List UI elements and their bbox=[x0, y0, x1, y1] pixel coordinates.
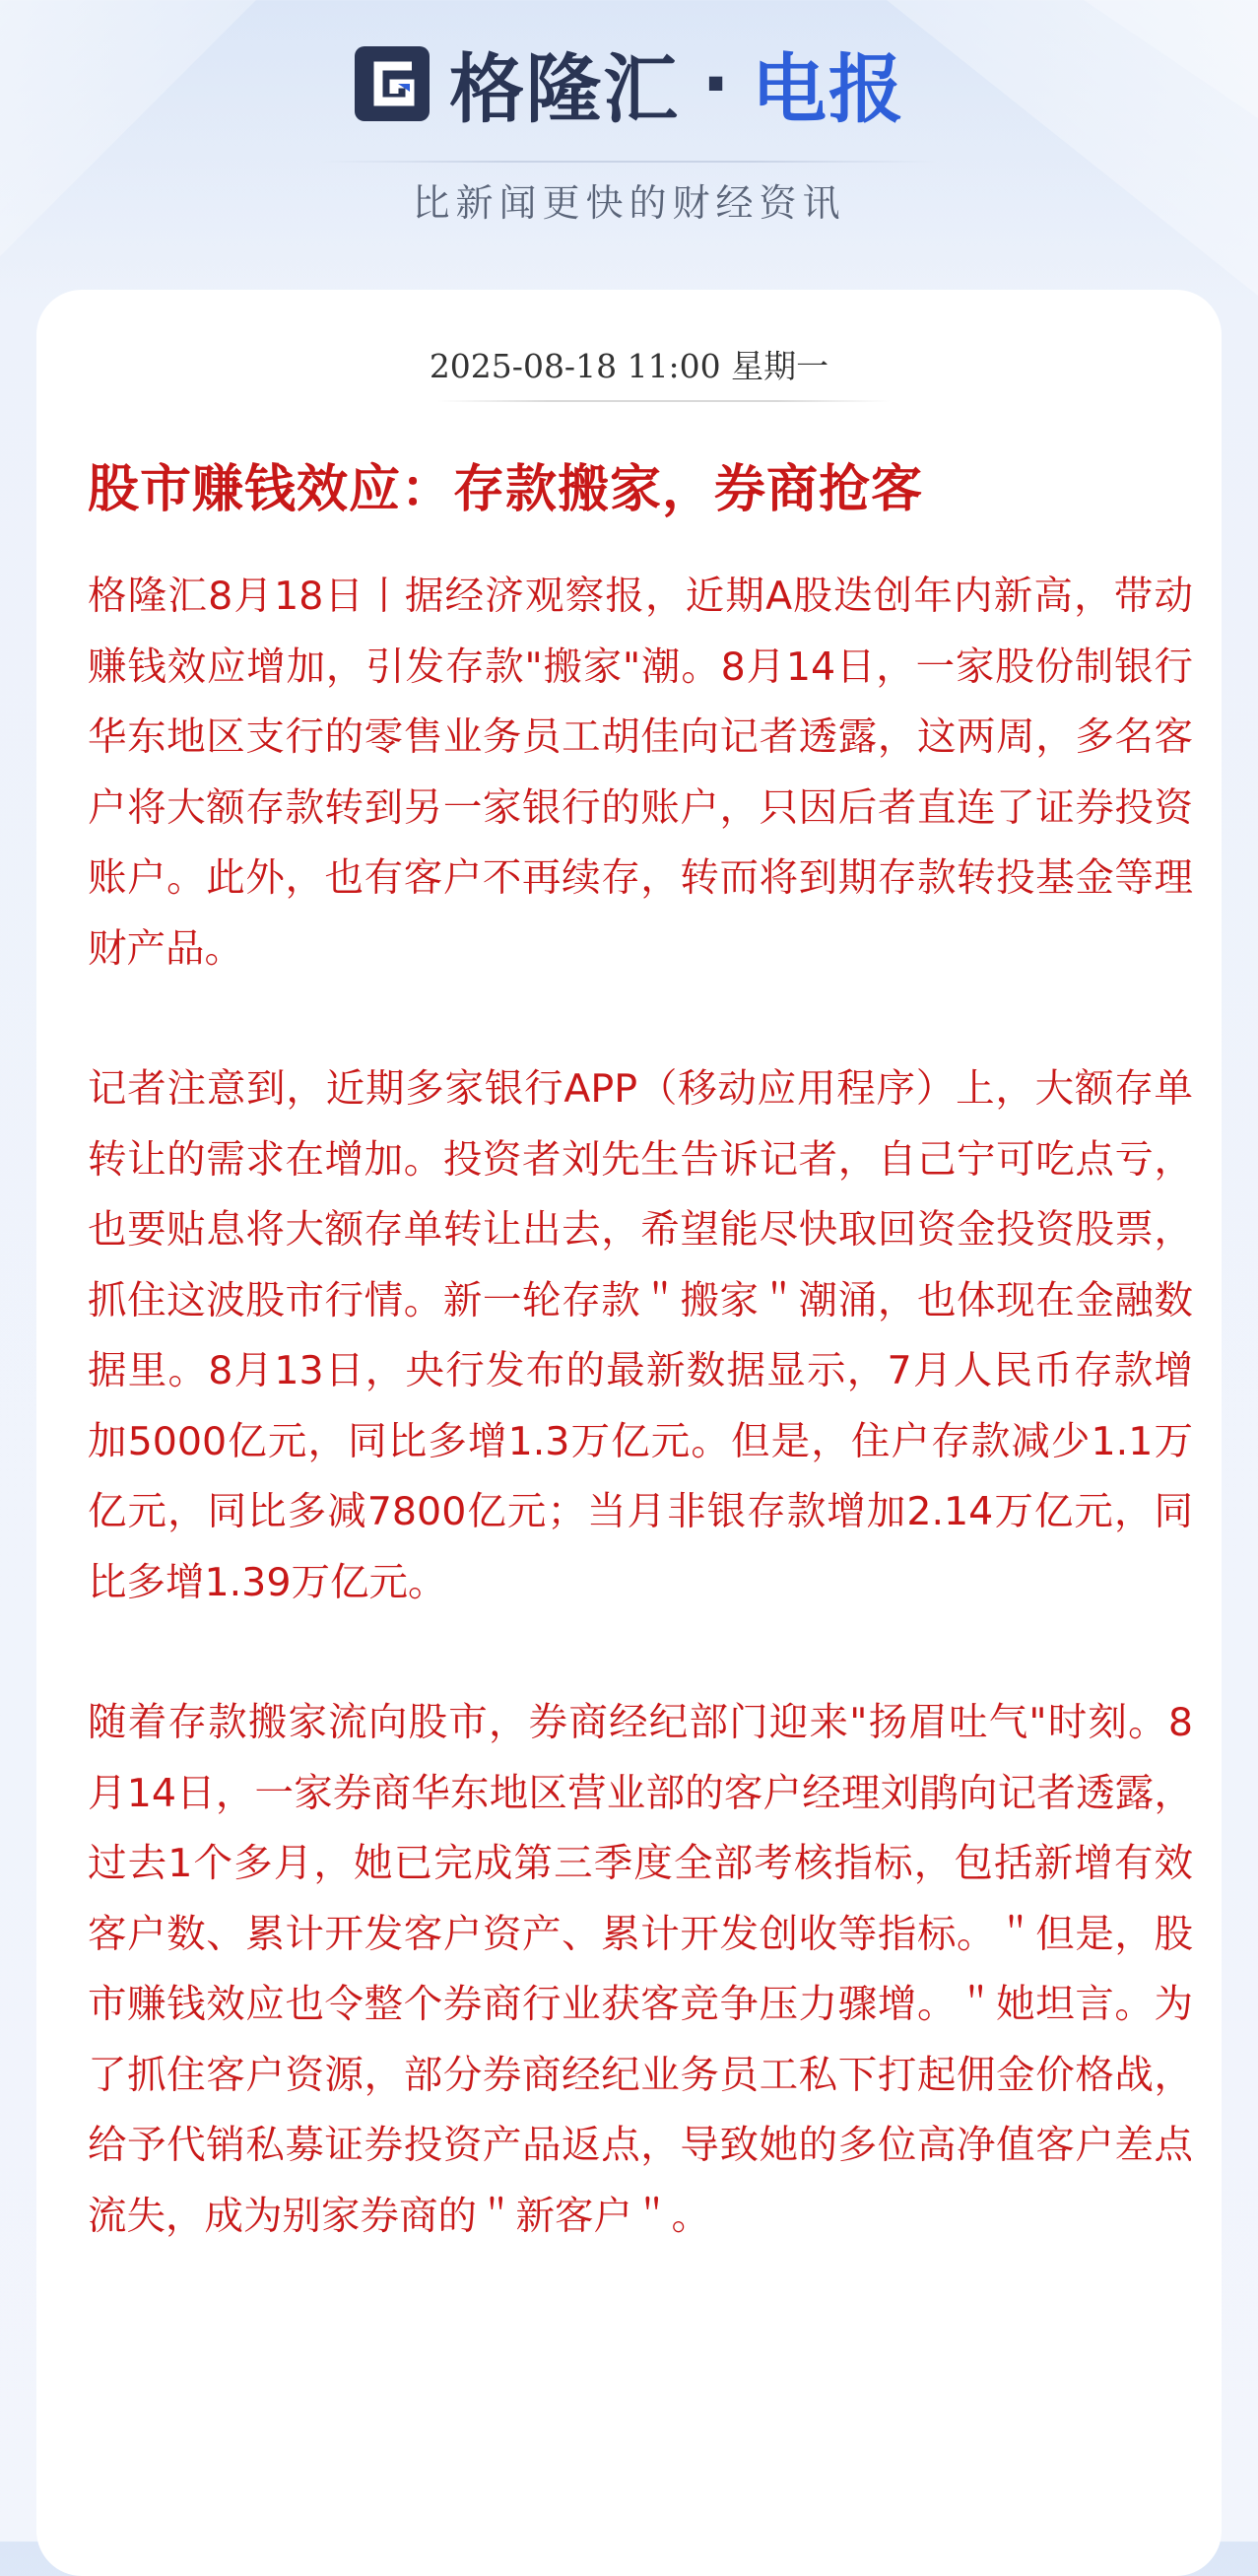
article-paragraph-1: 格隆汇8月18日丨据经济观察报，近期A股迭创年内新高，带动赚钱效应增加，引发存款"搬家"潮。8月14日，一家股份制银行华东地区支行的零售业务员工胡佳向记者透露，这两周，多名客户将大额存款转到另一家银行的账户，只因后者直连了证券投资账户。此外，也有客户不再续存，转而将到期存款转投基金等理财产品。 bbox=[88, 574, 1193, 972]
article-title: 股市赚钱效应：存款搬家，券商抢客 bbox=[88, 459, 924, 519]
article-datetime: 2025-08-18 11:00 星期一 bbox=[429, 347, 829, 385]
page-header bbox=[0, 0, 1258, 286]
slogan: 比新闻更快的财经资讯 bbox=[412, 181, 846, 225]
brand bbox=[0, 30, 1258, 137]
article-paragraph-3: 随着存款搬家流向股市，券商经纪部门迎来"扬眉吐气"时刻。8月14日，一家券商华东地区营业部的客户经理刘鹃向记者透露，过去1个多月，她已完成第三季度全部考核指标，包括新增有效客户数、累计开发客户资产、累计开发创收等指标。＂但是，股市赚钱效应也令整个券商行业获客竞争压力骤增。＂她坦言。为了抓住客户资源，部分券商经纪业务员工私下打起佣金价格战，给予代销私募证券投资产品返点，导致她的多位高净值客户差点流失，成为别家券商的＂新客户＂。 bbox=[88, 1700, 1193, 2239]
article-paragraph-2: 记者注意到，近期多家银行APP（移动应用程序）上，大额存单转让的需求在增加。投资者刘先生告诉记者，自己宁可吃点亏，也要贴息将大额存单转让出去，希望能尽快取回资金投资股票，抓住这波股市行情。新一轮存款＂搬家＂潮涌，也体现在金融数据里。8月13日，央行发布的最新数据显示，7月人民币存款增加5000亿元，同比多增1.3万亿元。但是，住户存款减少1.1万亿元，同比多减7800亿元；当月非银存款增加2.14万亿元，同比多增1.39万亿元。 bbox=[88, 1066, 1193, 1605]
date-container bbox=[36, 341, 1222, 401]
gelonghui-g-logo-icon bbox=[353, 44, 431, 123]
brand-separator: · bbox=[701, 39, 730, 127]
article-card bbox=[36, 290, 1222, 2576]
date-divider bbox=[437, 400, 891, 402]
slogan-divider bbox=[318, 161, 939, 163]
article-body bbox=[88, 562, 1193, 2322]
brand-subtitle: 电报 bbox=[751, 45, 905, 133]
brand-name: 格隆汇 bbox=[449, 45, 681, 133]
